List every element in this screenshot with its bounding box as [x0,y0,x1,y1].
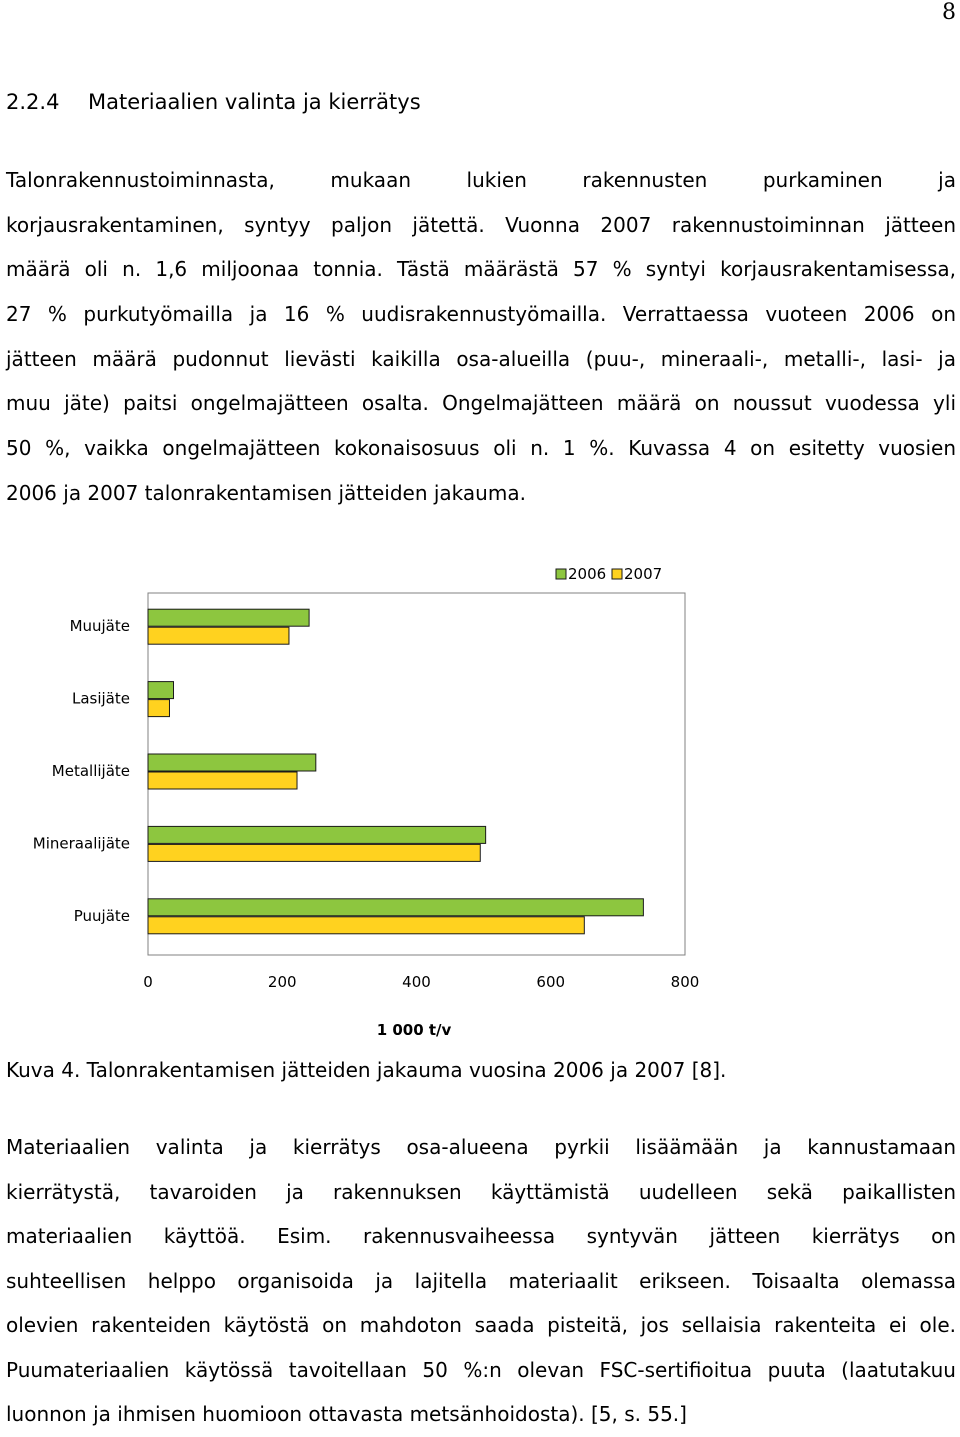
section-title: Materiaalien valinta ja kierrätys [88,90,421,114]
bar-2006 [148,682,174,699]
legend-swatch-2006 [556,569,566,579]
bar-2007 [148,700,169,717]
bar-2006 [148,826,486,843]
legend-swatch-2007 [612,569,622,579]
category-label: Metallijäte [51,762,130,780]
paragraph-line: 50 %, vaikka ongelmajätteen kokonaisosuus oli n. 1 %. Kuvassa 4 on esitetty vuosien [6,436,956,461]
x-tick-label: 400 [402,973,431,991]
bar-2007 [148,917,584,934]
paragraph-line: Materiaalien valinta ja kierrätys osa-alueena pyrkii lisäämään ja kannustamaan [6,1135,956,1159]
paragraph-line: jätteen määrä pudonnut lievästi kaikilla osa-alueilla (puu-, mineraali-, metalli-, lasi- ja [6,346,956,371]
page-number: 8 [942,0,956,25]
paragraph-line: Puumateriaalien käytössä tavoitellaan 50 %:n olevan FSC-sertifioitua puuta (laatutakuu [6,1357,956,1382]
paragraph-line: 2006 ja 2007 talonrakentamisen jätteiden jakauma. [6,480,526,505]
paragraph-line: 27 % purkutyömailla ja 16 % uudisrakennustyömailla. Verrattaessa vuoteen 2006 on [6,302,956,327]
bar-2006 [148,899,643,916]
category-label: Muujäte [69,617,130,636]
x-tick-label: 0 [143,973,153,991]
waste-distribution-chart [0,560,720,1040]
paragraph-1 [6,158,956,516]
bar-2006 [148,754,316,771]
category-label: Mineraalijäte [32,834,130,853]
figure-caption: Kuva 4. Talonrakentamisen jätteiden jakauma vuosina 2006 ja 2007 [8]. [6,1058,727,1082]
paragraph-line: luonnon ja ihmisen huomioon ottavasta metsänhoidosta). [5, s. 55.] [6,1402,687,1426]
legend-label: 2006 [568,565,607,583]
paragraph-line: Talonrakennustoiminnasta, mukaan lukien rakennusten purkaminen ja [6,168,956,192]
x-tick-label: 200 [267,973,297,991]
bar-chart-svg [0,560,720,1040]
legend-label: 2007 [624,565,663,583]
bar-2007 [148,627,289,644]
paragraph-line: muu jäte) paitsi ongelmajätteen osalta. Ongelmajätteen määrä on noussut vuodessa yli [6,391,956,416]
x-tick-label: 800 [670,973,700,991]
bar-2006 [148,609,309,626]
x-axis-label: 1 000 t/v [376,1021,452,1039]
paragraph-line: määrä oli n. 1,6 miljoonaa tonnia. Tästä määrästä 57 % syntyi korjausrakentamisessa, [6,257,956,282]
paragraph-line: materiaalien käyttöä. Esim. rakennusvaiheessa syntyvän jätteen kierrätys on [6,1224,956,1248]
x-tick-label: 600 [536,973,566,991]
section-number: 2.2.4 [6,90,60,114]
paragraph-line: suhteellisen helppo organisoida ja lajitella materiaalit erikseen. Toisaalta olemassa [6,1268,956,1293]
category-label: Lasijäte [71,689,130,708]
bar-2007 [148,844,480,861]
bar-2007 [148,772,297,789]
paragraph-line: olevien rakenteiden käytöstä on mahdoton saada pisteitä, jos sellaisia rakenteita ei ole. [6,1313,956,1337]
paragraph-line: kierrätystä, tavaroiden ja rakennuksen käyttämistä uudelleen sekä paikallisten [6,1179,956,1204]
section-heading [6,90,421,114]
paragraph-line: korjausrakentaminen, syntyy paljon jätettä. Vuonna 2007 rakennustoiminnan jätteen [6,212,956,237]
paragraph-2 [6,1125,956,1437]
category-label: Puujäte [73,906,130,925]
